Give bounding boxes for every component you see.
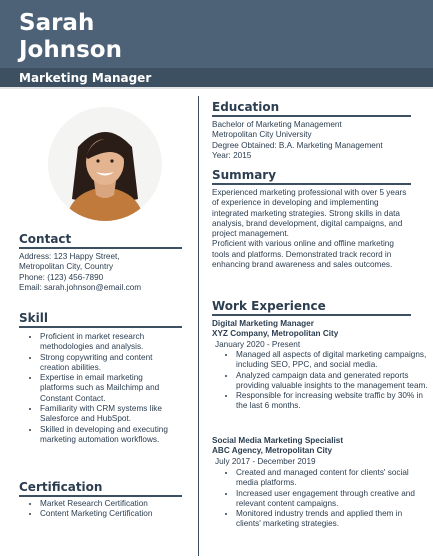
job-title: Social Media Marketing Specialist — [212, 436, 344, 445]
job-dates: July 2017 - December 2019 — [215, 456, 316, 466]
summary-paragraph-2: Proficient with various online and offline marketing tools and platforms. Demonstrated track record in enhancing brand awareness and sales outcomes. — [212, 239, 394, 270]
experience-rule — [212, 314, 411, 316]
skill-list — [28, 332, 174, 445]
list-item: • Familiarity with CRM systems like Salesforce and HubSpot. — [40, 404, 174, 425]
skill-heading: Skill — [19, 311, 48, 325]
education-details — [212, 120, 417, 161]
list-item: • Market Research Certification — [40, 499, 190, 509]
role-rule — [0, 87, 433, 89]
list-item: • Managed all aspects of digital marketing campaigns, including SEO, PPC, and social media. — [236, 350, 428, 371]
list-item: • Skilled in developing and executing marketing automation workflows. — [40, 425, 174, 446]
contact-phone: Phone: (123) 456-7890 — [19, 272, 104, 282]
certification-rule — [19, 495, 182, 497]
contact-heading: Contact — [19, 232, 72, 246]
certification-list — [28, 499, 190, 520]
list-item: • Responsible for increasing website traffic by 30% in the last 6 months. — [236, 391, 428, 412]
list-item: • Content Marketing Certification — [40, 509, 190, 519]
list-item: • Strong copywriting and content creation abilities. — [40, 353, 174, 374]
list-item: • Monitored industry trends and applied them in clients' marketing strategies. — [236, 509, 428, 530]
education-school: Metropolitan City University — [212, 130, 312, 140]
education-degree: Bachelor of Marketing Management — [212, 120, 342, 129]
contact-address-2: Metropolitan City, Country — [19, 262, 114, 272]
name-last: Johnson — [19, 37, 122, 63]
education-heading: Education — [212, 100, 280, 114]
education-year: Year: 2015 — [212, 150, 252, 160]
experience-heading: Work Experience — [212, 299, 326, 313]
education-obtained: Degree Obtained: B.A. Marketing Management — [212, 140, 383, 150]
profile-photo — [48, 107, 162, 221]
job-title: Digital Marketing Manager — [212, 319, 314, 328]
list-item: • Analyzed campaign data and generated reports providing valuable insights to the management team. — [236, 371, 428, 392]
contact-rule — [19, 247, 182, 249]
contact-address-1: Address: 123 Happy Street, — [19, 252, 120, 261]
person-name — [19, 10, 122, 64]
certification-heading: Certification — [19, 480, 103, 494]
job-role: Marketing Manager — [19, 71, 152, 85]
job-bullets — [224, 350, 428, 412]
summary-text — [212, 188, 412, 270]
summary-paragraph-1: Experienced marketing professional with over 5 years of experience in developing and implementing integrated marketing strategies. Strong skills in data analysis, brand development, digital campaigns, and project management. — [212, 188, 407, 239]
job-dates: January 2020 - Present — [215, 339, 301, 349]
portrait-image — [48, 107, 162, 221]
header-banner — [0, 0, 433, 68]
job-entry — [212, 319, 417, 350]
job-bullets — [224, 468, 428, 530]
job-entry — [212, 436, 417, 467]
column-divider — [198, 96, 199, 556]
job-company: ABC Agency, Metropolitan City — [212, 446, 333, 456]
list-item: • Expertise in email marketing platforms such as Mailchimp and Constant Contact. — [40, 373, 174, 404]
education-rule — [212, 115, 411, 117]
summary-rule — [212, 183, 411, 185]
name-first: Sarah — [19, 10, 95, 36]
list-item: • Proficient in market research methodologies and analysis. — [40, 332, 174, 353]
contact-details — [19, 252, 189, 293]
contact-email: Email: sarah.johnson@email.com — [19, 282, 142, 292]
job-company: XYZ Company, Metropolitan City — [212, 329, 339, 339]
summary-heading: Summary — [212, 168, 277, 182]
list-item: • Increased user engagement through creative and relevant content campaigns. — [236, 489, 428, 510]
skill-rule — [19, 326, 182, 328]
role-bar — [0, 68, 433, 89]
list-item: • Created and managed content for clients' social media platforms. — [236, 468, 428, 489]
